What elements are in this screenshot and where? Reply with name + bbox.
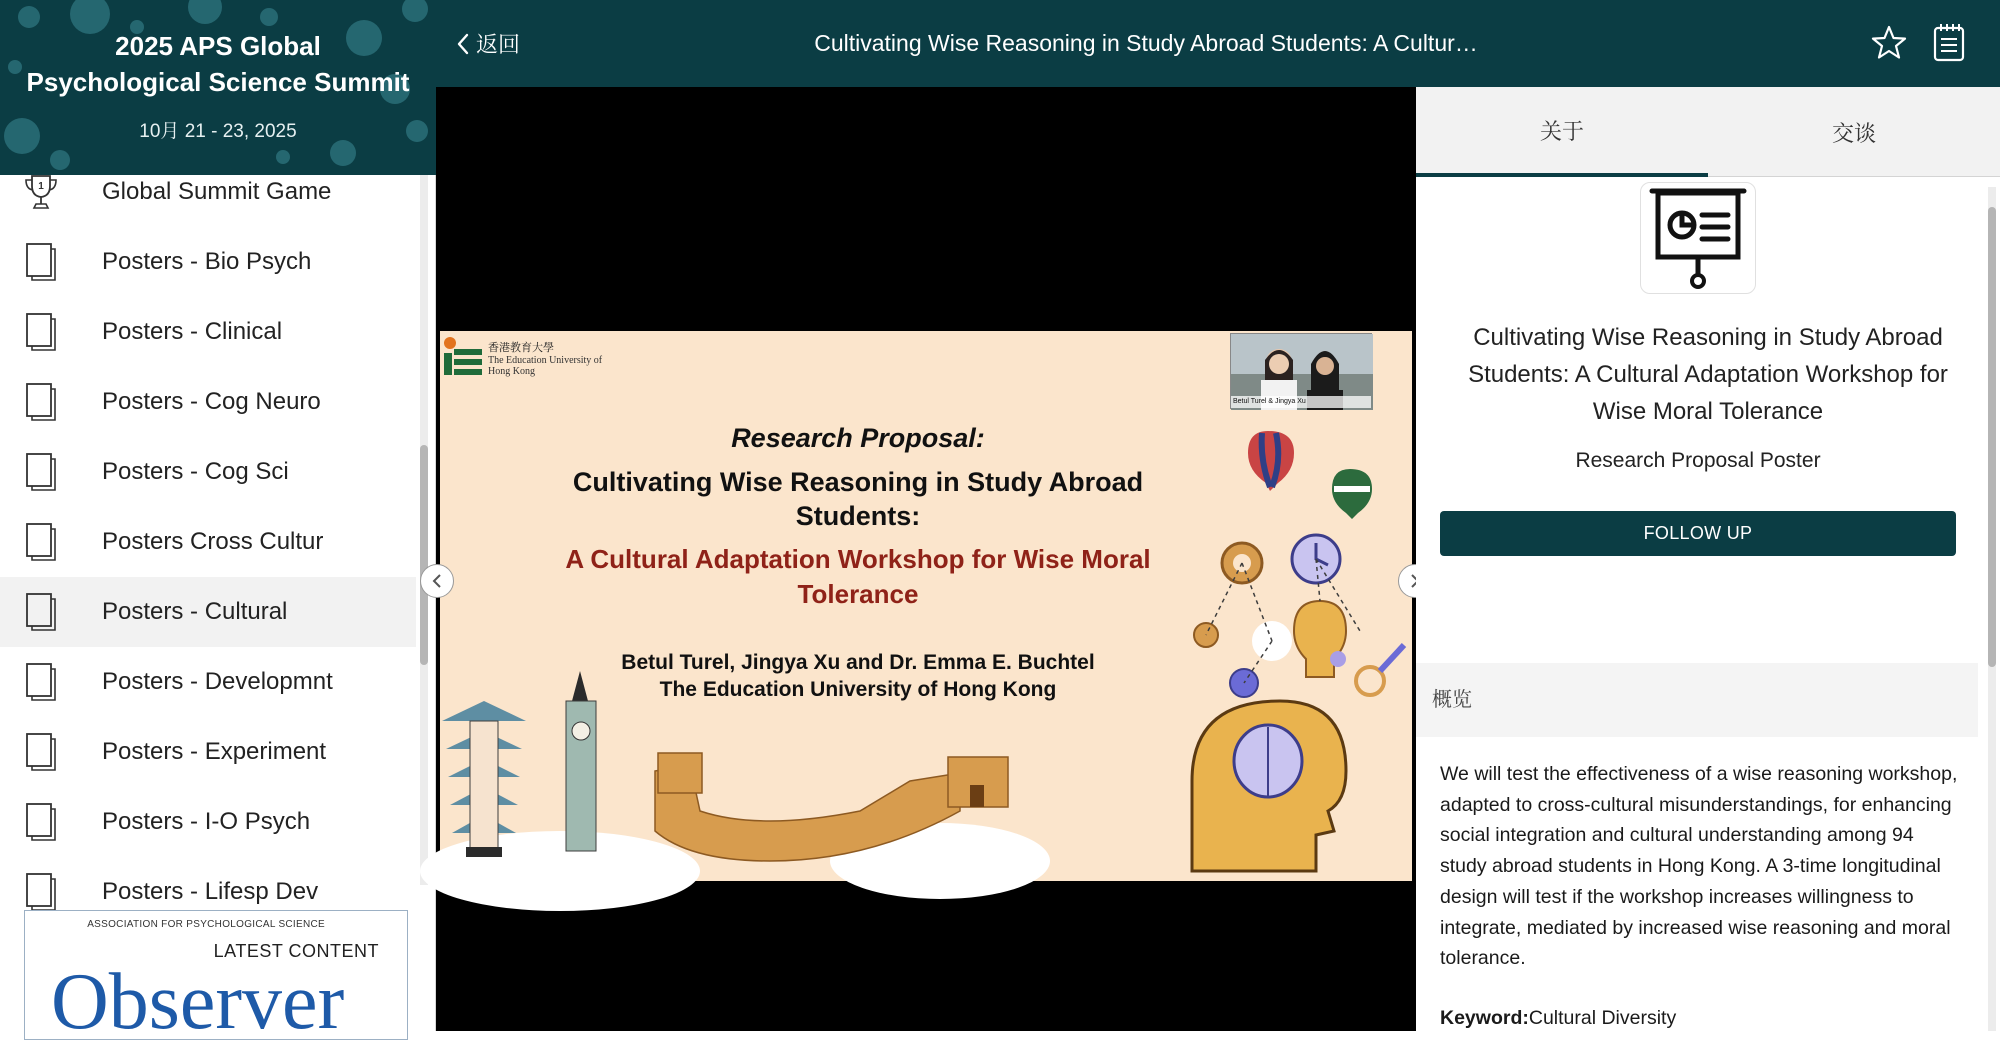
panel-scrollbar-thumb[interactable] bbox=[1988, 207, 1996, 667]
slide-subtitle: A Cultural Adaptation Workshop for Wise Moral Tolerance bbox=[565, 544, 1151, 609]
notes-icon[interactable] bbox=[1932, 22, 1966, 62]
previous-slide-button[interactable] bbox=[420, 564, 454, 598]
star-icon[interactable] bbox=[1870, 24, 1908, 62]
observer-logo: Observer bbox=[51, 958, 345, 1046]
poster-description: We will test the effectiveness of a wise reasoning workshop, adapted to cross-cultural misunderstandings, for enhancing social integration and cultural understanding among 94 study abroad students in Hong Kong. A 3-time longitudinal design will test if the workshop increases willingness to integrate, mediated by increased wise reasoning and moral tolerance. bbox=[1440, 763, 1958, 970]
sidebar-item-label: Posters - Lifesp Dev bbox=[102, 878, 319, 905]
sidebar-item-label: Posters - Cog Sci bbox=[102, 458, 289, 485]
presentation-board-icon bbox=[1650, 185, 1746, 291]
university-name-cn: 香港教育大學 bbox=[488, 341, 554, 354]
sidebar-item-label: Posters - Cog Neuro bbox=[102, 388, 321, 415]
sidebar-item-posters-cultural[interactable] bbox=[0, 577, 416, 647]
sidebar-item-label: Posters Cross Cultur bbox=[102, 528, 324, 555]
presentation-slide bbox=[440, 331, 1412, 881]
sidebar-item-label: Posters - Developmnt bbox=[102, 668, 333, 695]
chevron-left-icon bbox=[456, 33, 470, 55]
sidebar-scrollbar-thumb[interactable] bbox=[420, 445, 428, 665]
document-icon bbox=[24, 522, 58, 562]
page-title: Cultivating Wise Reasoning in Study Abroad Students: A Cultur… bbox=[814, 30, 1478, 56]
sidebar-list bbox=[0, 175, 416, 905]
poster-thumbnail bbox=[1640, 182, 1756, 294]
sidebar-item-posters-cog-neuro[interactable] bbox=[0, 367, 416, 437]
sidebar-item-posters-cog-sci[interactable] bbox=[0, 437, 416, 507]
document-icon bbox=[24, 452, 58, 492]
svg-text:1: 1 bbox=[38, 181, 44, 192]
sidebar-item-posters-bio-psych[interactable] bbox=[0, 227, 416, 297]
sidebar-item-posters-clinical[interactable] bbox=[0, 297, 416, 367]
document-icon bbox=[24, 382, 58, 422]
document-icon bbox=[24, 242, 58, 282]
sidebar-item-label: Global Summit Game bbox=[102, 178, 332, 205]
sidebar-item-posters-developmnt[interactable] bbox=[0, 647, 416, 717]
sidebar-item-posters-cross-cultur[interactable] bbox=[0, 507, 416, 577]
sidebar-item-label: Posters - Experiment bbox=[102, 738, 327, 765]
banner-latest-content: LATEST CONTENT bbox=[213, 941, 379, 961]
back-button[interactable] bbox=[456, 0, 520, 87]
document-icon bbox=[24, 802, 58, 842]
banner-association: ASSOCIATION FOR PSYCHOLOGICAL SCIENCE bbox=[87, 919, 325, 930]
sidebar-item-posters-i-o-psych[interactable] bbox=[0, 787, 416, 857]
sidebar bbox=[0, 0, 436, 1046]
overview-label: 概览 bbox=[1432, 689, 1472, 711]
sidebar-item-label: Posters - Bio Psych bbox=[102, 248, 312, 275]
sidebar-item-global-summit-game[interactable] bbox=[0, 157, 416, 227]
university-logo bbox=[442, 335, 486, 379]
sidebar-item-label: Posters - Cultural bbox=[102, 598, 288, 625]
landmarks-illustration bbox=[440, 661, 1040, 881]
tab-about[interactable]: 关于 bbox=[1416, 87, 1708, 177]
back-label: 返回 bbox=[476, 32, 521, 57]
document-icon bbox=[24, 592, 58, 632]
panel-tabs bbox=[1416, 87, 2000, 177]
university-name-en: The Education University of Hong Kong bbox=[488, 355, 603, 377]
camera-caption: Betul Turel & Jingya Xu bbox=[1231, 396, 1371, 408]
sidebar-item-posters-experiment[interactable] bbox=[0, 717, 416, 787]
chevron-left-icon bbox=[431, 573, 443, 589]
overview-section-header bbox=[1416, 663, 1978, 737]
poster-type: Research Proposal Poster bbox=[1575, 449, 1821, 472]
document-icon bbox=[24, 872, 58, 912]
brain-illustration bbox=[1170, 431, 1412, 871]
sidebar-item-label: Posters - I-O Psych bbox=[102, 808, 311, 835]
event-dates: 10月 21 - 23, 2025 bbox=[139, 121, 297, 142]
follow-up-button[interactable]: FOLLOW UP bbox=[1440, 511, 1956, 556]
tab-chat[interactable]: 交谈 bbox=[1831, 120, 1876, 146]
poster-keyword: Keyword:Cultural Diversity bbox=[1440, 1007, 1677, 1029]
observer-banner[interactable] bbox=[24, 910, 408, 1046]
document-icon bbox=[24, 732, 58, 772]
top-bar bbox=[436, 0, 2000, 87]
document-icon bbox=[24, 312, 58, 352]
trophy-icon bbox=[24, 172, 58, 212]
video-player[interactable] bbox=[436, 87, 1416, 1031]
event-title: 2025 APS Global Psychological Science Summit bbox=[26, 31, 410, 97]
slide-title: Cultivating Wise Reasoning in Study Abroad Students: bbox=[572, 467, 1144, 531]
slide-authors: Betul Turel, Jingya Xu and Dr. Emma E. Buchtel The Education University of Hong Kong bbox=[621, 651, 1095, 701]
presenter-camera bbox=[1230, 333, 1372, 409]
slide-heading: Research Proposal: bbox=[731, 423, 985, 453]
event-header bbox=[0, 0, 436, 175]
sidebar-item-label: Posters - Clinical bbox=[102, 318, 283, 345]
details-panel bbox=[1416, 87, 2000, 1031]
document-icon bbox=[24, 662, 58, 702]
poster-title: Cultivating Wise Reasoning in Study Abroad Students: A Cultural Adaptation Workshop for Wise Moral Tolerance bbox=[1468, 324, 1948, 425]
